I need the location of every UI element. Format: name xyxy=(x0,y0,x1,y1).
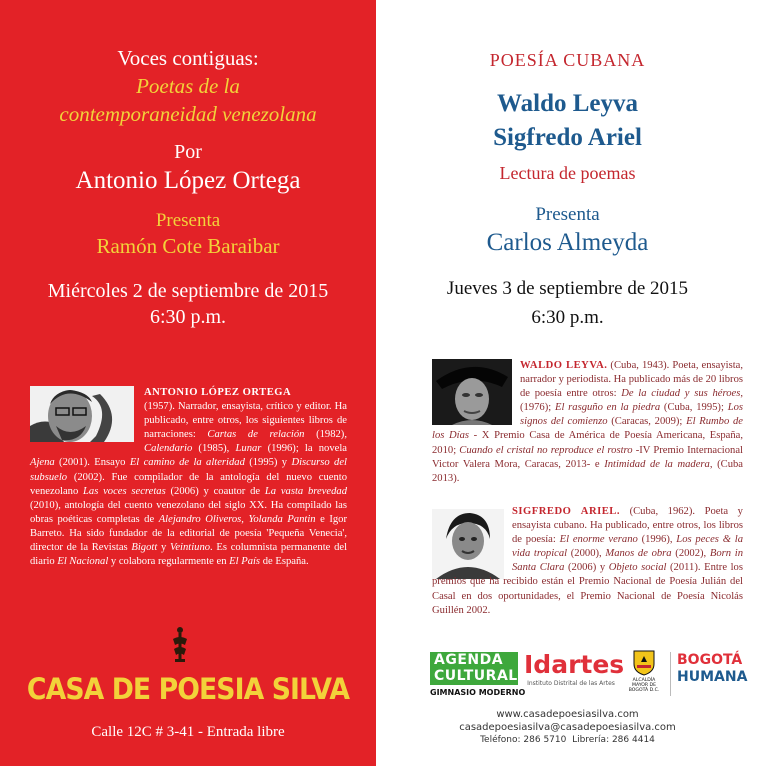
bio-float-spacer xyxy=(432,359,520,429)
event-time-right: 6:30 p.m. xyxy=(531,307,604,328)
website-link[interactable]: www.casadepoesiasilva.com xyxy=(496,709,639,720)
bio-work: Manos de obra xyxy=(605,548,672,560)
bio-work: Los signos del comienzo xyxy=(520,402,743,428)
bio-text: - X Premio Casa de América de Poesía Americana, España, 2010; xyxy=(432,430,743,456)
gimnasio-label: GIMNASIO MODERNO xyxy=(430,688,526,697)
casa-logo-text: CASA DE POESIA SILVA xyxy=(26,672,350,706)
alcaldia-label: ALCALDÍA MAYOR DE BOGOTÁ D.C. xyxy=(628,678,660,693)
bio-text: , (Cuba 2013). xyxy=(432,458,743,484)
bio-text: (2001). Ensayo xyxy=(54,457,130,469)
bio-work: Cartas de relación xyxy=(207,429,305,441)
bio-work: La vasta brevedad xyxy=(264,485,347,497)
por-label: Por xyxy=(174,141,202,163)
presenta-label-right: Presenta xyxy=(535,204,600,225)
event-date-right: Jueves 3 de septiembre de 2015 xyxy=(446,278,689,299)
event-subtitle-line1: Poetas de la xyxy=(136,74,240,98)
bio-work: El Rumbo de los Días xyxy=(432,416,743,442)
poet2-bio-name: SIGFREDO ARIEL. xyxy=(512,506,621,517)
bio-text: (2006) y xyxy=(564,562,609,574)
bio-work: Veintiuno xyxy=(170,542,211,554)
author-bio xyxy=(30,386,347,569)
bio-author-name: ANTONIO LÓPEZ ORTEGA xyxy=(144,387,292,398)
bio-text: (1982), xyxy=(304,429,347,441)
bio-work: De la ciudad y sus héroes xyxy=(621,388,741,400)
bio-text: y xyxy=(157,542,171,554)
cultural-label: CULTURAL xyxy=(430,669,518,685)
bio-work: El camino de la alteridad xyxy=(129,457,245,469)
bio-text: (2010), antología del cuento venezolano del siglo XX. Ha compilado las obras poéticas completas de xyxy=(30,499,347,525)
bio-text: (1985), xyxy=(192,443,236,455)
bogota-shield-icon xyxy=(633,650,655,676)
bio-work: Ajena xyxy=(30,457,55,469)
agenda-label: AGENDA xyxy=(430,652,518,669)
bio-text: (2002). Fue compilador de la antología del nuevo cuento venezolano xyxy=(30,471,347,497)
poet-name-1: Waldo Leyva xyxy=(497,90,638,117)
bio-work: Alejandro Oliveros, Yolanda Pantin xyxy=(158,513,316,525)
bio-work: El rasguño en la piedra xyxy=(554,402,661,414)
bio-text: (2002), xyxy=(671,548,710,560)
poet2-bio xyxy=(432,505,743,618)
address: Calle 12C # 3-41 - Entrada libre xyxy=(91,724,285,740)
poet1-bio-name: WALDO LEYVA. xyxy=(520,360,608,371)
presenter-name: Ramón Cote Baraibar xyxy=(96,234,280,258)
bio-work: Born in Santa Clara xyxy=(512,548,744,574)
bio-text: (1996); la novela xyxy=(261,443,347,455)
phone-numbers: Teléfono: 286 5710 Librería: 286 4414 xyxy=(480,735,655,745)
bio-text: de España. xyxy=(260,556,309,568)
poet-name-2: Sigfredo Ariel xyxy=(493,124,642,151)
bio-work: Objeto social xyxy=(608,562,667,574)
casa-emblem-icon xyxy=(170,625,190,665)
bio-work: Intimidad de la madera xyxy=(604,458,710,470)
bio-text: (2006) y coautor de xyxy=(165,485,265,497)
author-name: Antonio López Ortega xyxy=(75,167,301,194)
humana-label: HUMANA xyxy=(677,669,748,685)
alcaldia-logo xyxy=(624,650,664,700)
bio-text: y colabora regularmente en xyxy=(108,556,230,568)
bio-work: Lunar xyxy=(235,443,262,455)
bogota-label: BOGOTÁ xyxy=(677,652,743,668)
idartes-label: Idartes xyxy=(524,650,625,679)
bio-text: (1995) y xyxy=(244,457,292,469)
bio-text: (Cuba, 1995); xyxy=(660,402,728,414)
bio-text: (Cuba, 1962). Poeta y ensayista cubano. Ha publicado, entre otros, los libros de poesía: xyxy=(512,506,743,546)
bio-text: (2011). Entre los premios que ha recibido están el Premio Nacional de Poesía Julián del Casal en dos oportunidades, el Premio Nacional de Poesía Nicolás Guillén 2002. xyxy=(432,562,743,616)
event-date: Miércoles 2 de septiembre de 2015 xyxy=(47,280,329,302)
bio-text: -IV Premio Internacional Victor Valera Mora, Caracas, 2013- e xyxy=(432,444,743,470)
bio-work: El enorme verano xyxy=(559,534,638,546)
bio-text: (1957). Narrador, ensayista, crítico y editor. Ha publicado, entre otros, los siguientes libros de narraciones: xyxy=(144,401,347,441)
event-title: Voces contiguas: xyxy=(117,46,259,70)
email-link[interactable]: casadepoesiasilva@casadepoesiasilva.com xyxy=(459,722,676,733)
right-panel xyxy=(376,0,759,766)
bio-float-spacer xyxy=(432,505,512,575)
bio-text: , (1976); xyxy=(520,388,743,414)
bio-text: (1996), xyxy=(637,534,677,546)
bio-text: . Es columnista permanente del diario xyxy=(30,542,348,568)
bio-work: El Nacional xyxy=(57,556,109,568)
poet1-bio xyxy=(432,359,743,486)
bio-work: Las voces secretas xyxy=(83,485,166,497)
presenter-name-right: Carlos Almeyda xyxy=(486,229,649,256)
event-type: Lectura de poemas xyxy=(499,163,636,183)
bio-work: Bigott xyxy=(131,542,158,554)
bio-work: El País xyxy=(229,556,261,568)
idartes-sub: Instituto Distrital de las Artes xyxy=(527,680,615,687)
bio-float-spacer xyxy=(30,386,144,446)
agenda-cultural-logo xyxy=(430,652,526,700)
presenta-label: Presenta xyxy=(155,210,221,231)
bio-work: Cuando el cristal no reproduce el rostro xyxy=(459,444,633,456)
bio-work: Calendario xyxy=(144,443,193,455)
bio-text: e Igor Barreto. Ha sido fundador de la editorial de poesía 'Pequeña Venecia', director de la Revistas xyxy=(30,513,347,554)
bio-text: (Caracas, 2009); xyxy=(607,416,687,428)
bio-work: Discurso del subsuelo xyxy=(30,457,347,483)
bogota-humana-logo xyxy=(670,652,748,696)
bio-text: (Cuba, 1943). Poeta, ensayista, narrador y periodista. Ha publicado más de 20 libros de poesía entre otros: xyxy=(520,360,743,400)
idartes-logo xyxy=(524,650,625,700)
left-panel xyxy=(0,0,376,766)
event-subtitle-line2: contemporaneidad venezolana xyxy=(59,102,317,126)
section-header: POESÍA CUBANA xyxy=(489,50,646,70)
event-time: 6:30 p.m. xyxy=(149,306,227,328)
bio-work: Los peces & la vida tropical xyxy=(512,534,743,560)
bio-text: (2000), xyxy=(567,548,606,560)
